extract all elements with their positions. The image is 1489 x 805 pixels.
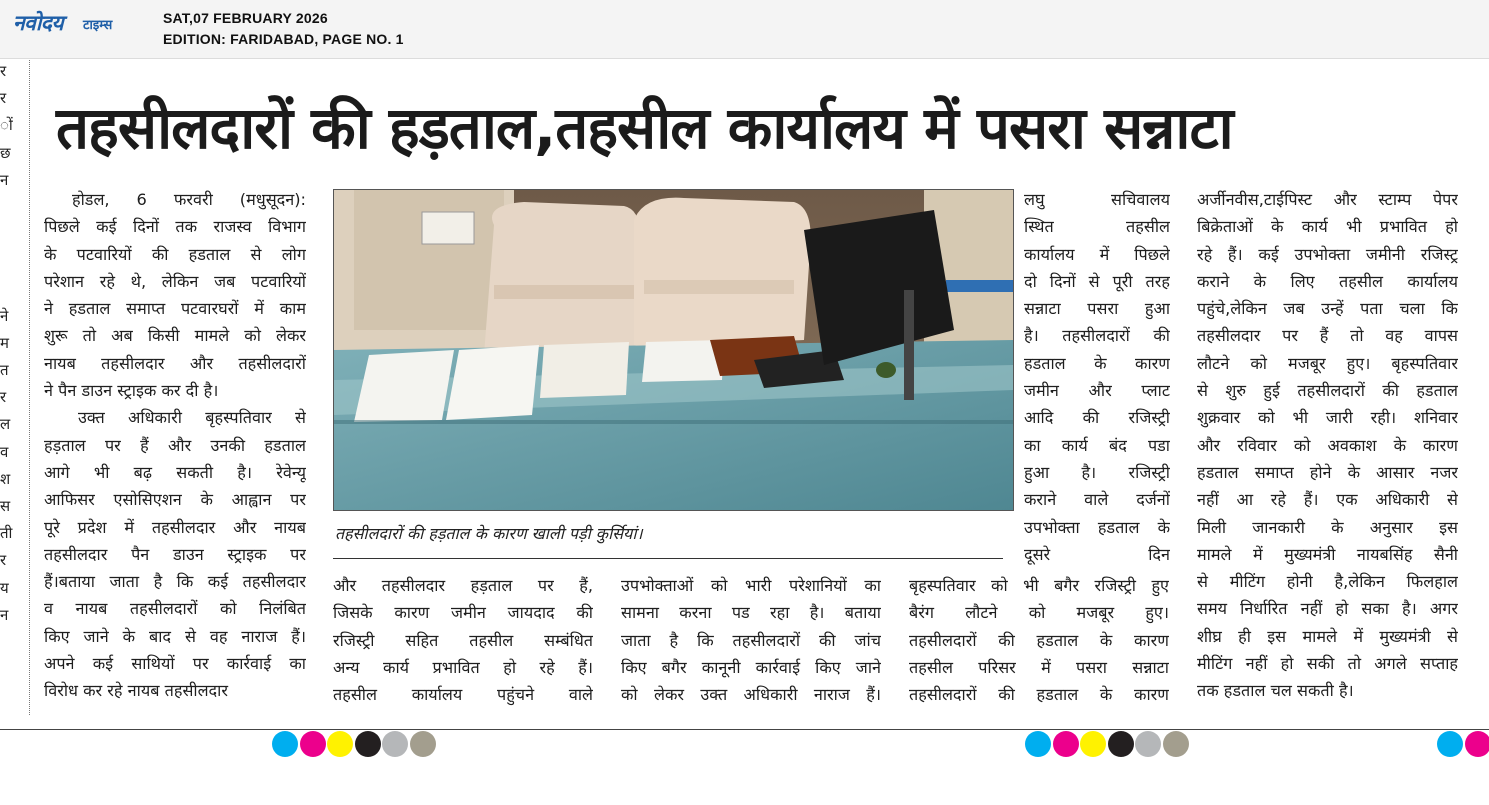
newspaper-logo-subtext: टाइम्स — [83, 18, 113, 33]
text-line: कार्यालय में पिछले — [1024, 244, 1170, 264]
edge-text-fragment: र — [0, 62, 7, 80]
text-line: आफिसर एसोसिएशन के आह्वान पर — [44, 490, 306, 510]
registration-color-mark — [1465, 731, 1489, 757]
text-line: हुआ है। रजिस्ट्री — [1024, 462, 1170, 482]
text-line: बिक्रेताओं के कार्य भी प्रभावित हो — [1197, 217, 1458, 237]
issue-date: SAT,07 FEBRUARY 2026 — [163, 10, 328, 26]
registration-color-mark — [1135, 731, 1161, 757]
registration-color-mark — [1080, 731, 1106, 757]
text-line: के पटवारियों की हडताल से लोग — [44, 244, 306, 264]
edge-text-fragment: ती — [0, 524, 13, 543]
edge-text-fragment: ल — [0, 415, 11, 434]
text-line: हडताल समाप्त होने के आसार नजर — [1197, 462, 1458, 482]
text-line: नहीं आ रहे हैं। एक अधिकारी से — [1197, 490, 1458, 510]
text-line: और तहसीलदार हड़ताल पर हैं, — [333, 576, 593, 595]
registration-color-mark — [382, 731, 408, 757]
text-line: परेशान रहे थे, लेकिन जब पटवारियों — [44, 271, 306, 291]
caption-divider — [333, 558, 1003, 559]
text-line: तक हडताल चल सकती है। — [1197, 681, 1354, 701]
text-line: सामना करना पड रहा है। बताया — [621, 603, 881, 623]
text-line: ने हडताल समाप्त पटवारघरों में काम — [44, 299, 306, 319]
edge-text-fragment: न — [0, 170, 9, 189]
text-line: पहुंचे,लेकिन जब उन्हें पता चला कि — [1197, 299, 1458, 319]
text-line: तहसीलदारों की हडताल के कारण — [909, 630, 1169, 650]
text-line: होडल, 6 फरवरी (मधुसूदन): — [72, 190, 306, 209]
edge-text-fragment: स — [0, 497, 11, 515]
text-line: व नायब तहसीलदारों को निलंबित — [44, 599, 306, 619]
text-line: मामले में मुख्यमंत्री नायबसिंह सैनी — [1197, 544, 1458, 564]
text-line: दूसरे दिन — [1024, 544, 1170, 564]
article-bottom-column-1 — [333, 572, 593, 708]
edge-text-fragment: न — [0, 605, 9, 624]
text-line: का कार्य बंद पडा — [1024, 435, 1170, 455]
text-line: किए बगैर कानूनी कार्रवाई किए जाने — [621, 657, 881, 677]
text-line: समय निर्धारित नहीं हो सका है। अगर — [1197, 599, 1458, 619]
registration-color-mark — [1053, 731, 1079, 757]
text-line: लौटने को मजबूर हुए। बृहस्पतिवार — [1197, 353, 1458, 373]
text-line: रहे हैं। कई उपभोक्ता जमीनी रजिस्ट्र — [1197, 244, 1458, 264]
registration-color-mark — [410, 731, 436, 757]
text-line: शुरू तो अब किसी मामले को लेकर — [44, 326, 306, 346]
text-line: आदि की रजिस्ट्री — [1024, 408, 1170, 428]
text-line: तहसीलदारों की हडताल के कारण — [909, 685, 1169, 705]
text-line: स्थित तहसील — [1024, 217, 1170, 237]
text-line: सन्नाटा पसरा हुआ — [1024, 299, 1170, 319]
text-line: लघु सचिवालय — [1024, 190, 1170, 209]
registration-color-mark — [1108, 731, 1134, 757]
text-line: अन्य कार्य प्रभावित हो रहे हैं। — [333, 657, 593, 677]
edge-text-fragment: श — [0, 469, 11, 488]
article-bottom-column-3 — [909, 572, 1169, 708]
edge-text-fragment: ों — [0, 116, 13, 135]
page-bottom-rule — [0, 729, 1489, 730]
text-line: से शुरु हुई तहसीलदारों की हडताल — [1197, 381, 1458, 401]
text-line: कराने वाले दर्जनों — [1024, 490, 1170, 510]
edition-info: EDITION: FARIDABAD, PAGE NO. 1 — [163, 31, 404, 47]
text-line: है। तहसीलदारों की — [1024, 326, 1170, 346]
registration-color-mark — [272, 731, 298, 757]
text-line: पिछले कई दिनों तक राजस्व विभाग — [44, 217, 306, 237]
text-line: शीघ्र ही इस मामले में मुख्यमंत्री से — [1197, 626, 1458, 646]
registration-color-mark — [300, 731, 326, 757]
text-line: किए जाने के बाद से वह नाराज हैं। — [44, 626, 306, 646]
column-divider — [29, 60, 30, 715]
article-photo — [333, 189, 1014, 511]
edge-text-fragment: र — [0, 89, 7, 108]
text-line: हडताल के कारण — [1024, 353, 1170, 373]
text-line: ने पैन डाउन स्ट्राइक कर दी है। — [44, 381, 219, 401]
text-line: विरोध कर रहे नायब तहसीलदार — [44, 681, 228, 701]
text-line: नायब तहसीलदार और तहसीलदारों — [44, 353, 306, 373]
registration-color-mark — [1437, 731, 1463, 757]
text-line: तहसीलदार पर हैं तो वह वापस — [1197, 326, 1458, 346]
registration-color-mark — [1025, 731, 1051, 757]
text-line: उक्त अधिकारी बृहस्पतिवार से — [78, 408, 306, 428]
text-line: तहसील परिसर में पसरा सन्नाटा — [909, 657, 1169, 677]
registration-color-mark — [355, 731, 381, 757]
article-column-3 — [1024, 186, 1170, 568]
edge-text-fragment — [0, 276, 18, 303]
adjacent-article-fragment — [0, 58, 18, 718]
edge-text-fragment: व — [0, 442, 9, 461]
edge-text-fragment: य — [0, 578, 9, 597]
text-line: उपभोक्ताओं को भारी परेशानियों का — [621, 576, 881, 595]
edge-text-fragment: त — [0, 361, 9, 380]
text-line: हैं।बताया जाता है कि कई तहसीलदार — [44, 572, 306, 592]
text-line: और रविवार को अवकाश के कारण — [1197, 435, 1458, 455]
edge-text-fragment: र — [0, 551, 7, 570]
text-line: जाता है कि तहसीलदारों की जांच — [621, 630, 881, 650]
edge-text-fragment: म — [0, 333, 9, 352]
text-line: तहसील कार्यालय पहुंचने वाले — [333, 685, 593, 705]
text-line: मिली जानकारी के अनुसार इस — [1197, 517, 1458, 537]
epaper-header — [0, 0, 1489, 59]
text-line: अर्जीनवीस,टाईपिस्ट और स्टाम्प पेपर — [1197, 190, 1458, 209]
text-line: उपभोक्ता हडताल के — [1024, 517, 1170, 537]
text-line: जमीन और प्लाट — [1024, 381, 1170, 401]
text-line: मीटिंग नहीं हो सकी तो अगले सप्ताह — [1197, 654, 1458, 674]
text-line: अपने कई साथियों पर कार्रवाई का — [44, 654, 306, 674]
registration-color-mark — [327, 731, 353, 757]
text-line: शुक्रवार को भी जारी रही। शनिवार — [1197, 408, 1458, 428]
edge-text-fragment: ने — [0, 306, 9, 325]
text-line: को लेकर उक्त अधिकारी नाराज हैं। — [621, 685, 881, 705]
registration-color-mark — [1163, 731, 1189, 757]
article-column-4 — [1197, 186, 1458, 705]
edge-text-fragment — [0, 194, 18, 221]
text-line: बृहस्पतिवार को भी बगैर रजिस्ट्री हुए — [909, 576, 1169, 595]
edge-text-fragment: छ — [0, 143, 11, 162]
text-line: रजिस्ट्री सहित तहसील सम्बंधित — [333, 630, 593, 650]
edge-text-fragment — [0, 221, 18, 248]
text-line: दो दिनों से पूरी तरह — [1024, 271, 1170, 291]
photo-caption: तहसीलदारों की हड़ताल के कारण खाली पड़ी कुर्सियां। — [335, 524, 643, 543]
office-photo-illustration — [334, 190, 1013, 510]
article-column-1 — [44, 186, 306, 705]
text-line: हड़ताल पर हैं और उनकी हडताल — [44, 435, 306, 455]
text-line: कराने के लिए तहसील कार्यालय — [1197, 271, 1458, 291]
edge-text-fragment — [0, 248, 18, 275]
text-line: आगे भी बढ़ सकती है। रेवेन्यू — [44, 462, 306, 482]
article-bottom-column-2 — [621, 572, 881, 708]
text-line: पूरे प्रदेश में तहसीलदार और नायब — [44, 517, 306, 537]
text-line: बैरंग लौटने को मजबूर हुए। — [909, 603, 1169, 623]
text-line: तहसीलदार पैन डाउन स्ट्राइक पर — [44, 544, 306, 564]
text-line: से मीटिंग होनी है,लेकिन फिलहाल — [1197, 572, 1458, 592]
edge-text-fragment: र — [0, 388, 7, 407]
article-headline: तहसीलदारों की हड़ताल,तहसील कार्यालय में पसरा सन्नाटा — [56, 94, 1233, 162]
newspaper-logo[interactable]: नवोदय — [13, 11, 64, 35]
text-line: जिसके कारण जमीन जायदाद की — [333, 603, 593, 623]
